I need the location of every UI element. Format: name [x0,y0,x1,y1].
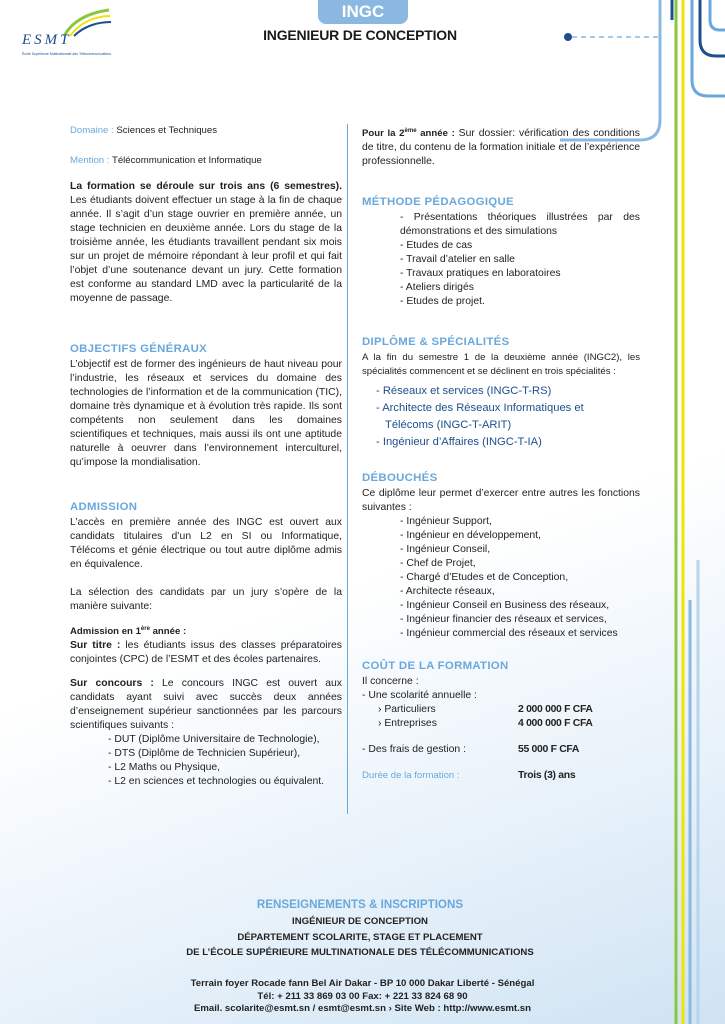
list-item: - Ingénieur Conseil en Business des réseaux, [400,600,610,612]
list-item: - Ingénieur Conseil, [400,544,491,556]
cost-label: › Entreprises [378,718,437,730]
list-item: - Chef de Projet, [400,558,476,570]
list-item: - Chargé d’Etudes et de Conception, [400,572,569,584]
sur-concours-label: Sur concours : [70,678,154,690]
footer-line: INGÉNIEUR DE CONCEPTION [292,916,428,927]
admission-text: L’accès en première année des INGC est ouvert aux candidats titulaires d’un L2 en SI ou Informatique, Télécoms et génie électrique ou tout autre diplôme admis en équivalence. [70,517,342,570]
email-line: Email. scolarite@esmt.sn / esmt@esmt.sn › Site Web : http://www.esmt.sn [194,1003,531,1014]
footer-line: DÉPARTEMENT SCOLARITE, STAGE ET PLACEMENT [237,931,483,943]
formation-paragraph [70,180,342,306]
frais-label: - Des frais de gestion : [362,744,466,756]
list-item: - Ingénieur Support, [400,516,492,528]
list-item: - L2 Maths ou Physique, [108,762,221,774]
domaine-value: Sciences et Techniques [116,125,218,136]
sur-concours-text: Le concours INGC est ouvert aux candidats ayant suivi avec succès deux années d’enseignement supérieur sanctionnées par les parcours scientifiques suivants : [70,678,343,732]
cost-label: › Particuliers [378,704,436,716]
domaine-label: Domaine : [70,125,114,136]
mention-line [70,154,342,168]
list-item: - Ingénieur commercial des réseaux et services [400,628,618,640]
list-item: - DUT (Diplôme Universitaire de Technologie), [108,734,320,746]
list-item: - Etudes de cas [400,240,473,252]
duree-label: Durée de la formation : [362,770,460,782]
left-column [70,124,342,789]
second-year-text: Sur dossier: vérification des conditions de titre, du contenu de la formation initiale et de l’expérience professionnelle. [362,128,640,168]
cost-row-duree [362,769,640,783]
column-divider [347,124,348,814]
list-item: - Ateliers dirigés [400,282,474,294]
diplome-text: A la fin du semestre 1 de la deuxième année (INGC2), les spécialités commencent et se déclinent en trois spécialités : [362,352,640,378]
page-title: INGENIEUR DE CONCEPTION [263,27,457,43]
domaine-line [70,124,342,138]
list-item: - Architecte des Réseaux Informatiques et [376,402,584,415]
contact-address [100,978,625,1016]
list-item: - Ingénieur financier des réseaux et services, [400,614,607,626]
second-year-label: Pour la 2ème année : [362,128,455,140]
list-item: - Architecte réseaux, [400,586,495,598]
formation-text: Les étudiants doivent effectuer un stage à la fin de chaque année. Il s’agit d’un stage ouvrier en première année, un stage technicien en deuxième année. Lors du stage de la troisième année, les étudiants travaillent pendant six mois sur un projet de mémoire répondant à leur profil et qui fait l’objet d’une soutenance devant un jury. Cette formation est conforme au standard LMD avec la particularité de la moyenne de passage. [70,195,342,304]
duree-value: Trois (3) ans [518,770,576,782]
admission-first-year: Admission en 1ère année : [70,626,187,638]
frais-value: 55 000 F CFA [518,744,580,756]
specialites-list [362,383,640,451]
cout-concerne: Il concerne : [362,676,419,688]
list-item: - Travaux pratiques en laboratoires [400,268,561,280]
list-item: - Etudes de projet. [400,296,485,308]
cost-row-frais [362,743,640,757]
admission-heading: ADMISSION [70,501,138,513]
objectifs-text: L’objectif est de former des ingénieurs de haut niveau pour l’industrie, les réseaux et services du domaine des technologies de l’information et de la communication (TIC), domaine très dynamique et à évolution très rapide. Ils sont compétents non seulement dans les domaines scientifiques et techniques, mais aussi ils ont une aptitude naturelle à oeuvrer dans l’environnement interculturel, qu’impose la mondialisation. [70,359,342,468]
methode-heading: MÉTHODE PÉDAGOGIQUE [362,196,514,209]
cout-heading: COÛT DE LA FORMATION [362,660,509,673]
sur-titre-paragraph [70,639,342,667]
methode-list [362,211,640,309]
cost-value: 4 000 000 F CFA [518,718,593,730]
footer-line: DE L’ÉCOLE SUPÉRIEURE MULTINATIONALE DES TÉLÉCOMMUNICATIONS [186,947,534,958]
list-item: - DTS (Diplôme de Technicien Supérieur), [108,748,301,760]
list-item: Télécoms (INGC-T-ARIT) [385,419,512,432]
list-item: - L2 en sciences et technologies ou équivalent. [108,776,325,788]
list-item: - Présentations théoriques illustrées par des démonstrations et des simulations [400,212,640,238]
cost-row-entreprises [362,717,640,731]
esmt-logo [14,8,114,60]
selection-text: La sélection des candidats par un jury s’opère de la manière suivante: [70,587,342,612]
address-line: Terrain foyer Rocade fann Bel Air Dakar - BP 10 000 Dakar Liberté - Sénégal [190,978,535,989]
mention-value: Télécommunication et Informatique [111,155,262,166]
right-column [362,124,640,783]
cout-scolarite: - Une scolarité annuelle : [362,690,477,702]
renseignements-heading: RENSEIGNEMENTS & INSCRIPTIONS [256,898,464,911]
diplome-heading: DIPLÔME & SPÉCIALITÉS [362,336,510,349]
logo-text: ESMT [22,32,72,48]
list-item: - Travail d’atelier en salle [400,254,515,266]
ingc-tab-label: INGC [341,2,385,21]
renseignements-block [120,898,600,961]
second-year-paragraph [362,124,640,169]
logo-subtitle: École Supérieure Multinationale des Télécommunications [22,52,112,56]
concours-list [70,733,342,789]
debouches-list [362,515,640,641]
sur-concours-paragraph [70,677,342,733]
list-item: - Réseaux et services (INGC-T-RS) [376,385,552,398]
list-item: - Ingénieur d’Affaires (INGC-T-IA) [376,436,542,449]
sur-titre-text: les étudiants issus des classes préparatoires conjointes (CPC) de l’ESMT et des écoles partenaires. [70,640,342,666]
debouches-heading: DÉBOUCHÉS [362,472,438,485]
cost-row-particuliers [362,703,640,717]
debouches-text: Ce diplôme leur permet d’exercer entre autres les fonctions suivantes : [362,488,640,514]
phone-line: Tél: + 211 33 869 03 00 Fax: + 221 33 824 68 90 [257,990,468,1002]
cost-value: 2 000 000 F CFA [518,704,593,716]
objectifs-heading: OBJECTIFS GÉNÉRAUX [70,343,208,355]
formation-lead: La formation se déroule sur trois ans (6 semestres). [70,181,342,192]
ingc-tab [318,0,408,24]
list-item: - Ingénieur en développement, [400,530,541,542]
sur-titre-label: Sur titre : [70,640,121,652]
mention-label: Mention : [70,155,110,166]
